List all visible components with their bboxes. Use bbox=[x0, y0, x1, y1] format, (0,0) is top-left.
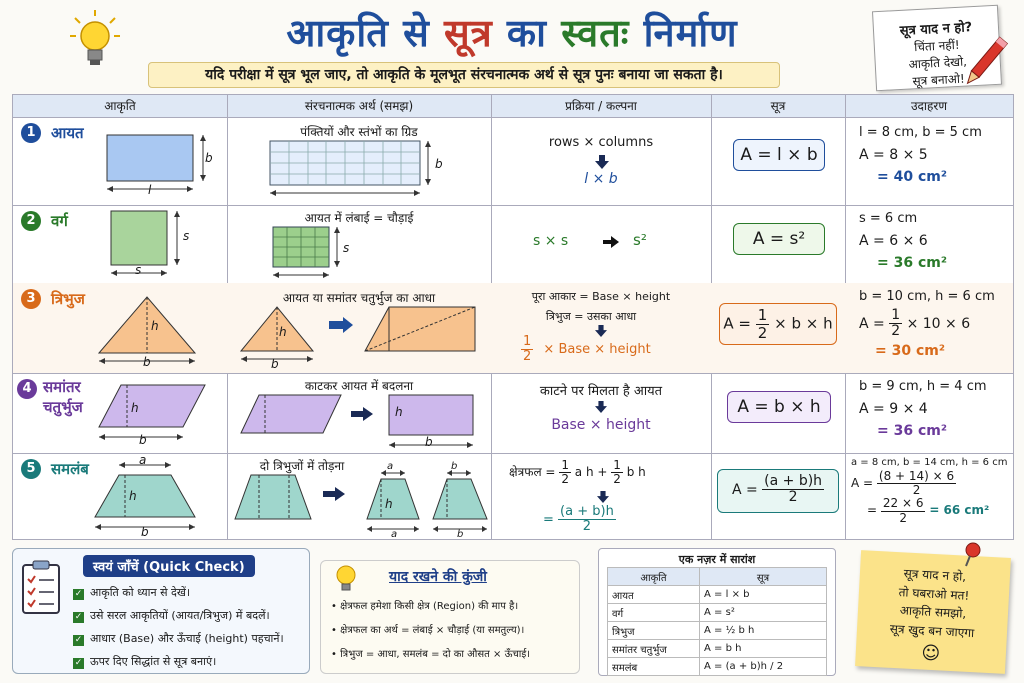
down-arrow-icon bbox=[597, 491, 609, 503]
table-row: त्रिभुज A = ½ b h bbox=[608, 622, 827, 640]
example-triangle: b = 10 cm, h = 6 cm A = $\frac{1}{2}$ × 10 × 6 = 30 cm² bbox=[859, 289, 995, 359]
formula-square: A = s² bbox=[733, 223, 825, 255]
reminder-note-bottom: सूत्र याद न हो, तो घबराओ मत! आकृति समझो, सूत्र खुद बन जाएगा ☺ bbox=[855, 550, 1011, 674]
lightbulb-icon bbox=[333, 563, 359, 593]
meaning-triangle: आयत या समांतर चतुर्भुज का आधा bbox=[282, 291, 436, 305]
reminder-note-top: सूत्र याद न हो? चिंता नहीं! आकृति देखो, सूत्र बनाओ! bbox=[872, 5, 1002, 91]
formula-table bbox=[12, 94, 1014, 540]
example-rectangle: l = 8 cm, b = 5 cm A = 8 × 5 = 40 cm² bbox=[859, 125, 982, 186]
shape-name-triangle: त्रिभुज bbox=[51, 290, 85, 308]
summary-box bbox=[598, 548, 836, 676]
down-arrow-icon bbox=[595, 155, 609, 169]
list-item: • क्षेत्रफल हमेशा किसी क्षेत्र (Region) की माप है। bbox=[331, 601, 519, 612]
meaning-parallelogram: काटकर आयत में बदलना bbox=[304, 379, 414, 393]
down-arrow-icon bbox=[595, 401, 607, 413]
table-row: 5 समलंब a h b दो त्रिभुजों में तोड़ना a b h a b क्षेत्रफल = $\frac{1}{2}$ a h + $\frac{1}{2}$ b h = $\frac{(a + b)h}{2}$ A = $\frac{(a + b)h}{2}$ a = 8 cm, b = 14 cm, h = 6 cm A = $\frac{(8 + 14) \times 6}{2}$ = $\frac{22 \times 6}{2}$ = 66 cm² bbox=[13, 453, 1013, 539]
square-grid-figure bbox=[271, 227, 351, 281]
clipboard-icon bbox=[21, 559, 65, 615]
summary-table: आकृति सूत्र आयत A = l × b वर्ग A = s² त्रिभुज A = ½ b h समांतर चतुर्भुज A = b h समलंब A = (a + b)h / 2 bbox=[607, 567, 827, 676]
summary-title: एक नज़र में सारांश bbox=[678, 553, 756, 566]
formula-trapezium: A = $\frac{(a + b)h}{2}$ bbox=[717, 469, 839, 513]
meaning-square: आयत में लंबाई = चौड़ाई bbox=[304, 211, 414, 225]
memory-key-title: याद रखने की कुंजी bbox=[389, 569, 487, 585]
list-item: ✓ ऊपर दिए सिद्धांत से सूत्र बनाएं। bbox=[74, 655, 217, 668]
list-item: ✓ आकृति को ध्यान से देखें। bbox=[74, 586, 191, 599]
table-row: समलंब A = (a + b)h / 2 bbox=[608, 658, 827, 676]
right-arrow-icon bbox=[603, 236, 619, 248]
pushpin-icon bbox=[962, 542, 984, 568]
grid-figure bbox=[268, 141, 438, 201]
list-item: ✓ उसे सरल आकृतियों (आयत/त्रिभुज) में बदलें। bbox=[74, 609, 270, 622]
meaning-rectangle: पंक्तियों और स्तंभों का ग्रिड bbox=[300, 125, 418, 139]
parallelogram-figure bbox=[97, 383, 207, 449]
trapezium-split-figure bbox=[233, 473, 491, 539]
table-row: 4 समांतर चतुर्भुज h b काटकर आयत में बदलना h b काटने पर मिलता है आयत Base × height A = b × h b = 9 cm, h = 4 cm A = 9 × 4 = 36 cm² bbox=[13, 373, 1013, 454]
formula-parallelogram: A = b × h bbox=[727, 391, 831, 423]
example-trapezium: a = 8 cm, b = 14 cm, h = 6 cm A = $\frac{(8 + 14) \times 6}{2}$ = $\frac{22 \times 6}{2}$ = 66 cm² bbox=[851, 457, 1008, 525]
rectangle-figure bbox=[103, 133, 213, 197]
shape-name-square: वर्ग bbox=[51, 212, 68, 230]
list-item: ✓ आधार (Base) और ऊँचाई (height) पहचानें। bbox=[74, 632, 284, 645]
subtitle-banner: यदि परीक्षा में सूत्र भूल जाए, तो आकृति के मूलभूत संरचनात्मक अर्थ से सूत्र पुनः बनाया जा सकता है। bbox=[148, 62, 780, 88]
header-meaning: संरचनात्मक अर्थ (समझ) bbox=[304, 99, 414, 113]
memory-key-box bbox=[320, 560, 580, 674]
header-process: प्रक्रिया / कल्पना bbox=[565, 99, 637, 113]
quick-check-title: स्वयं जाँचें (Quick Check) bbox=[83, 555, 255, 577]
checkbox-icon: ✓ bbox=[74, 612, 83, 622]
table-row: समांतर चतुर्भुज A = b h bbox=[608, 640, 827, 658]
memory-key-list bbox=[331, 595, 530, 667]
checkbox-icon: ✓ bbox=[74, 589, 83, 599]
table-row: 3 त्रिभुज h b आयत या समांतर चतुर्भुज का आधा h b पूरा आकार = Base × height त्रिभुज = उसका आधा $\frac{1}{2}$ × Base × height A = $\frac{1}{2}$ × b × h b = 10 cm, h = 6 cm A = $\frac{1}{2}$ × 10 × 6 = 30 cm² bbox=[13, 283, 1013, 374]
header-shape: आकृति bbox=[104, 99, 136, 113]
table-row: 1 आयत b l पंक्तियों और स्तंभों का ग्रिड b rows × columns l × b A = l × b l = 8 cm, b = 5 cm A = 8 × 5 = 40 cm² bbox=[13, 117, 1013, 206]
checkbox-icon: ✓ bbox=[74, 635, 83, 645]
square-figure bbox=[109, 211, 189, 279]
quick-check-list bbox=[73, 581, 284, 673]
table-row: 2 वर्ग s s आयत में लंबाई = चौड़ाई s s × s s² A = s² s = 6 cm A = 6 × 6 = 36 cm² bbox=[13, 205, 1013, 284]
list-item: • त्रिभुज = आधा, समलंब = दो का औसत × ऊँचाई। bbox=[331, 649, 531, 660]
pencil-icon bbox=[960, 34, 1010, 94]
header-formula: सूत्र bbox=[770, 99, 786, 113]
shape-name-trapezium: समलंब bbox=[51, 460, 89, 478]
quick-check-box bbox=[12, 548, 310, 674]
header-example: उदाहरण bbox=[910, 99, 947, 113]
shape-name-rectangle: आयत bbox=[51, 124, 84, 142]
shape-name-parallelogram: समांतर bbox=[43, 378, 81, 396]
table-row: वर्ग A = s² bbox=[608, 604, 827, 622]
lightbulb-icon bbox=[70, 10, 120, 68]
checkbox-icon: ✓ bbox=[74, 658, 83, 668]
example-square: s = 6 cm A = 6 × 6 = 36 cm² bbox=[859, 211, 947, 272]
formula-triangle: A = $\frac{1}{2}$ × b × h bbox=[719, 303, 837, 345]
table-header bbox=[13, 95, 1013, 118]
table-row: आयत A = l × b bbox=[608, 586, 827, 604]
parallelogram-to-rect-figure bbox=[239, 393, 479, 453]
example-parallelogram: b = 9 cm, h = 4 cm A = 9 × 4 = 36 cm² bbox=[859, 379, 987, 440]
formula-rectangle: A = l × b bbox=[733, 139, 825, 171]
smile-icon: ☺ bbox=[920, 642, 941, 665]
list-item: • क्षेत्रफल का अर्थ = लंबाई × चौड़ाई (या समतुल्य)। bbox=[331, 625, 525, 636]
page-title: आकृति से सूत्र का स्वतः निर्माण bbox=[286, 11, 738, 55]
meaning-trapezium: दो त्रिभुजों में तोड़ना bbox=[259, 459, 345, 473]
